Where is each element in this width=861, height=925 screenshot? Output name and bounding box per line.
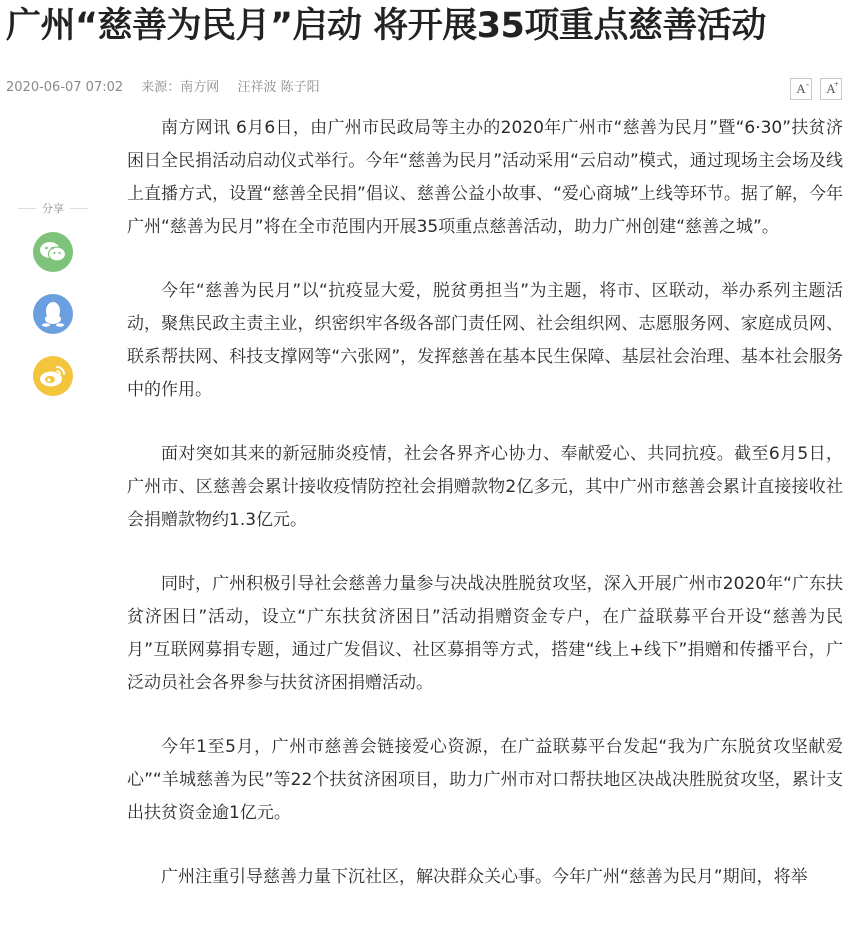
article-paragraph: 南方网讯 6月6日，由广州市民政局等主办的2020年广州市“慈善为民月”暨“6·30”扶贫济困日全民捐活动启动仪式举行。今年“慈善为民月”活动采用“云启动”模式，通过现场主会场及线上直播方式，设置“慈善全民捐”倡议、慈善公益小故事、“爱心商城”上线等环节。据了解，今年广州“慈善为民月”将在全市范围内开展35项重点慈善活动，助力广州创建“慈善之城”。 — [127, 118, 843, 237]
article-paragraph: 面对突如其来的新冠肺炎疫情，社会各界齐心协力、奉献爱心、共同抗疫。截至6月5日，广州市、区慈善会累计接收疫情防控社会捐赠款物2亿多元，其中广州市慈善会累计直接接收社会捐赠款物约1.3亿元。 — [127, 444, 843, 530]
font-increase-sup: + — [833, 79, 839, 89]
article-source[interactable]: 来源：南方网 — [141, 80, 220, 95]
publish-date: 2020-06-07 07:02 — [6, 80, 124, 95]
article-paragraph: 同时，广州积极引导社会慈善力量参与决战决胜脱贫攻坚，深入开展广州市2020年“广东扶贫济困日”活动，设立“广东扶贫济困日”活动捐赠资金专户，在广益联募平台开设“慈善为民月”互联网募捐专题，通过广发倡议、社区募捐等方式，搭建“线上+线下”捐赠和传播平台，广泛动员社会各界参与扶贫济困捐赠活动。 — [127, 574, 843, 693]
article-title: 广州“慈善为民月”启动 将开展35项重点慈善活动 — [6, 6, 766, 46]
font-decrease-button[interactable] — [790, 78, 812, 100]
font-decrease-label: A — [796, 81, 806, 96]
share-label: 分享 — [12, 200, 94, 216]
share-wechat-button[interactable] — [33, 232, 73, 272]
font-increase-button[interactable] — [820, 78, 842, 100]
article-body — [127, 112, 843, 925]
font-increase-label: A — [826, 81, 836, 96]
article-paragraph: 今年1至5月，广州市慈善会链接爱心资源，在广益联募平台发起“我为广东脱贫攻坚献爱心”“羊城慈善为民”等22个扶贫济困项目，助力广州市对口帮扶地区决战决胜脱贫攻坚，累计支出扶贫资金逾1亿元。 — [127, 737, 843, 823]
article-authors: 汪祥波 陈子阳 — [237, 80, 320, 95]
font-size-tools — [790, 78, 842, 100]
wechat-icon — [39, 240, 67, 264]
share-qq-button[interactable] — [33, 294, 73, 334]
qq-icon — [42, 301, 64, 327]
weibo-icon — [39, 364, 67, 388]
article-paragraph: 今年“慈善为民月”以“抗疫显大爱，脱贫勇担当”为主题，将市、区联动，举办系列主题活动，聚焦民政主责主业，织密织牢各级各部门责任网、社会组织网、志愿服务网、家庭成员网、联系帮扶网、科技支撑网等“六张网”，发挥慈善在基本民生保障、基层社会治理、基本社会服务中的作用。 — [127, 281, 843, 400]
share-panel — [12, 200, 94, 396]
article-meta — [6, 79, 334, 97]
share-weibo-button[interactable] — [33, 356, 73, 396]
font-decrease-sup: - — [806, 79, 809, 89]
article-paragraph: 广州注重引导慈善力量下沉社区，解决群众关心事。今年广州“慈善为民月”期间，将举 — [161, 867, 808, 887]
